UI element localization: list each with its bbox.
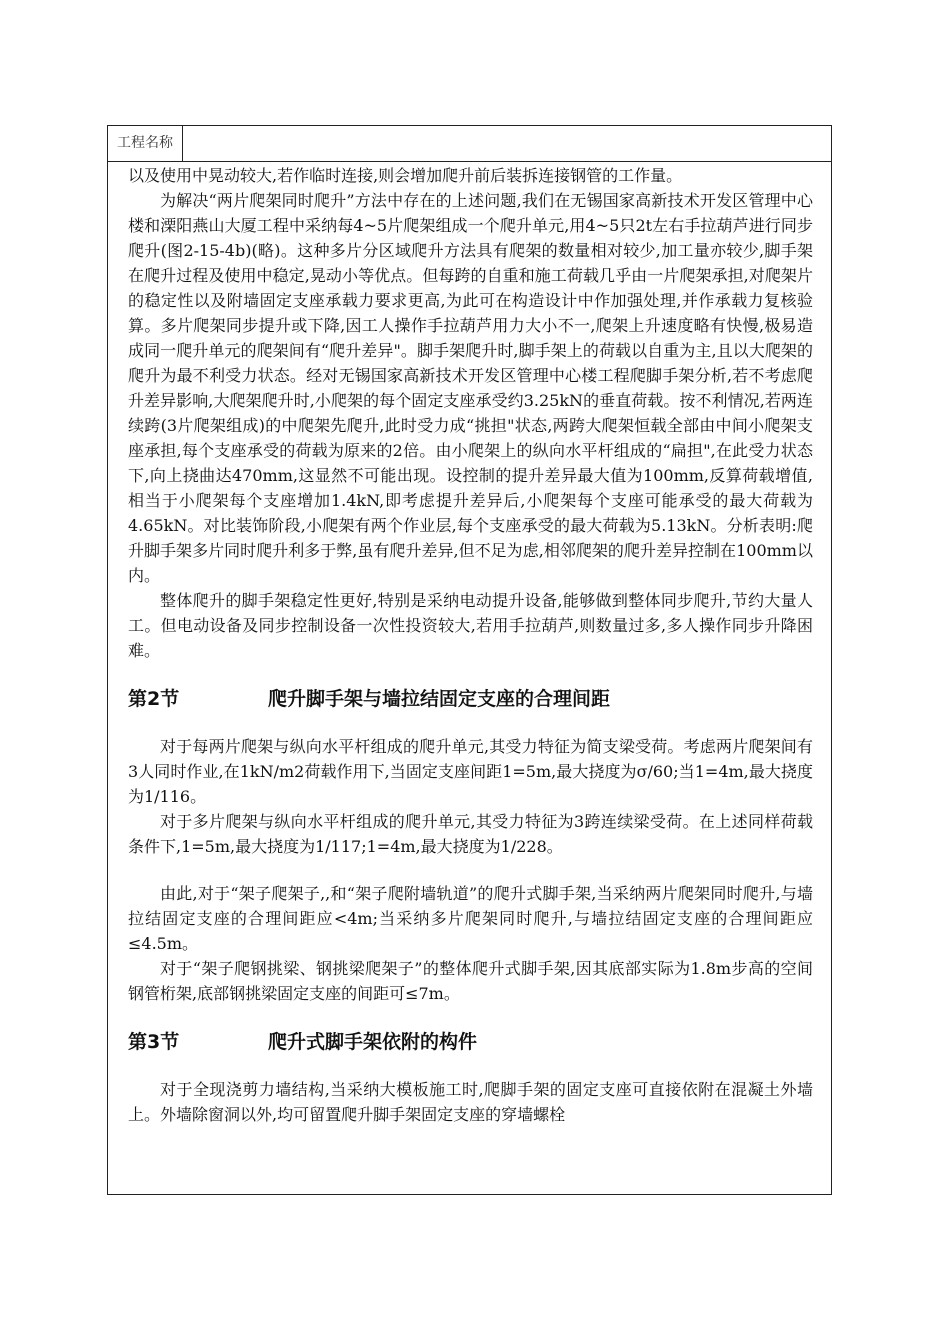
body-paragraph: 对于全现浇剪力墙结构,当采纳大模板施工时,爬脚手架的固定支座可直接依附在混凝土外墙上。外墙除窗洞以外,均可留置爬升脚手架固定支座的穿墙螺栓 <box>128 1080 813 1124</box>
section-title: 爬升脚手架与墙拉结固定支座的合理间距 <box>268 688 611 710</box>
section-number: 第3节 <box>128 1031 180 1053</box>
body-paragraph: 对于“架子爬钢挑梁、钢挑梁爬架子”的整体爬升式脚手架,因其底部实际为1.8m步高的空间钢管桁架,底部钢挑梁固定支座的间距可≤7m。 <box>128 959 813 1003</box>
body-paragraph: 对于每两片爬架与纵向水平杆组成的爬升单元,其受力特征为简支梁受荷。考虑两片爬架间有3人同时作业,在1kN/m2荷载作用下,当固定支座间距1=5m,最大挠度为σ/60;当1=4m,最大挠度为1/116。 <box>128 737 813 806</box>
section-heading <box>128 687 813 712</box>
blank-line <box>128 859 813 881</box>
section-heading <box>128 1030 813 1055</box>
body-paragraph: 为解决“两片爬架同时爬升”方法中存在的上述问题,我们在无锡国家高新技术开发区管理中心楼和溧阳燕山大厦工程中采纳每4~5片爬架组成一个爬升单元,用4~5只2t左右手拉葫芦进行同步爬升(图2-15-4b)(略)。这种多片分区域爬升方法具有爬架的数量相对较少,加工量亦较少,脚手架在爬升过程及使用中稳定,晃动小等优点。但每跨的自重和施工荷载几乎由一片爬架承担,对爬架片的稳定性以及附墙固定支座承载力要求更高,为此可在构造设计中作加强处理,并作承载力复核验算。多片爬架同步提升或下降,因工人操作手拉葫芦用力大小不一,爬架上升速度略有快慢,极易造成同一爬升单元的爬架间有“爬升差异"。脚手架爬升时,脚手架上的荷载以自重为主,且以大爬架的爬升为最不利受力状态。经对无锡国家高新技术开发区管理中心楼工程爬脚手架分析,若不考虑爬升差异影响,大爬架爬升时,小爬架的每个固定支座承受约3.25kN的垂直荷载。按不利情况,若两连续跨(3片爬架组成)的中爬架先爬升,此时受力成“挑担"状态,两跨大爬架恒载全部由中间小爬架支座承担,每个支座承受的荷载为原来的2倍。由小爬架上的纵向水平杆组成的“扁担",在此受力状态下,向上挠曲达470mm,这显然不可能出现。设控制的提升差异最大值为100mm,反算荷载增值,相当于小爬架每个支座增加1.4kN,即考虑提升差异后,小爬架每个支座可能承受的最大荷载为4.65kN。对比装饰阶段,小爬架有两个作业层,每个支座承受的最大荷载为5.13kN。分析表明:爬升脚手架多片同时爬升利多于弊,虽有爬升差异,但不足为虑,相邻爬架的爬升差异控制在100mm以内。 <box>128 191 813 585</box>
project-name-label: 工程名称 <box>108 126 183 161</box>
section-title: 爬升式脚手架依附的构件 <box>268 1031 478 1053</box>
body-paragraph: 整体爬升的脚手架稳定性更好,特别是采纳电动提升设备,能够做到整体同步爬升,节约大量人工。但电动设备及同步控制设备一次性投资较大,若用手拉葫芦,则数量过多,多人操作同步升降困难。 <box>128 591 813 660</box>
body-paragraph: 由此,对于“架子爬架子,,和“架子爬附墙轨道”的爬升式脚手架,当采纳两片爬架同时爬升,与墙拉结固定支座的合理间距应<4m;当采纳多片爬架同时爬升,与墙拉结固定支座的合理间距应≤4.5m。 <box>128 884 813 953</box>
header-row <box>108 126 831 162</box>
body-paragraph: 以及使用中晃动较大,若作临时连接,则会增加爬升前后装拆连接钢管的工作量。 <box>128 166 683 185</box>
document-table <box>107 125 832 1195</box>
project-name-value <box>184 126 831 161</box>
section-number: 第2节 <box>128 688 180 710</box>
document-body <box>128 163 813 1194</box>
body-paragraph: 对于多片爬架与纵向水平杆组成的爬升单元,其受力特征为3跨连续梁受荷。在上述同样荷载条件下,1=5m,最大挠度为1/117;1=4m,最大挠度为1/228。 <box>128 812 813 856</box>
